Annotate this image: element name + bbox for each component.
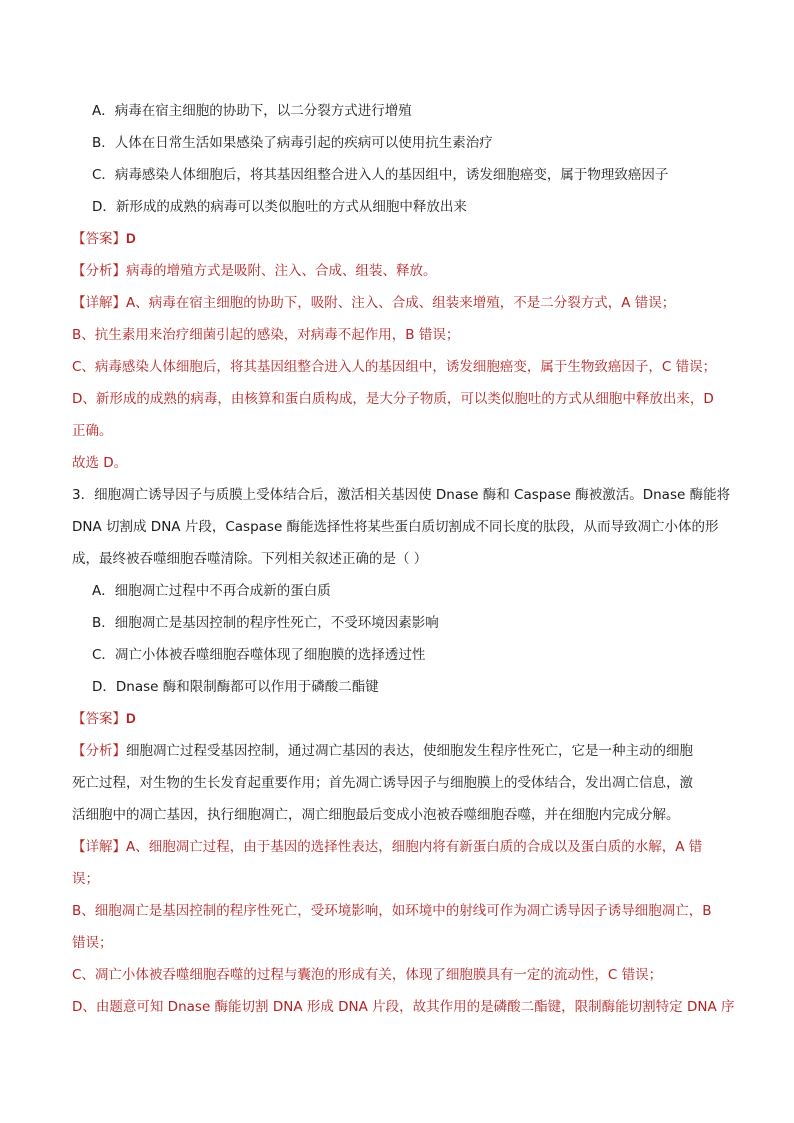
q3-analysis-line-2: 死亡过程，对生物的生长发育起重要作用；首先凋亡诱导因子与细胞膜上的受体结合，发出凋亡信息，激 — [72, 775, 693, 791]
q2-detail-line-5: 正确。 — [72, 423, 113, 439]
q2-analysis — [72, 261, 738, 281]
q3-stem-line-3: 成，最终被吞噬细胞吞噬清除。下列相关叙述正确的是（ ） — [72, 551, 428, 567]
q3-detail-line-1 — [72, 837, 738, 857]
q3-option-d: D．Dnase 酶和限制酶都可以作用于磷酸二酯键 — [92, 679, 379, 695]
q3-detail-line-5: C、凋亡小体被吞噬细胞吞噬的过程与囊泡的形成有关，体现了细胞膜具有一定的流动性，C 错误； — [72, 967, 663, 983]
q3-stem-line-1: 3．细胞凋亡诱导因子与质膜上受体结合后，激活相关基因使 Dnase 酶和 Caspase 酶被激活。Dnase 酶能将 — [72, 487, 731, 503]
detail-text: A、病毒在宿主细胞的协助下，吸附、注入、合成、组装来增殖，不是二分裂方式，A 错误； — [126, 295, 676, 311]
q2-detail-line-1 — [72, 293, 738, 313]
answer-value: D — [126, 231, 136, 246]
q2-detail-line-2: B、抗生素用来治疗细菌引起的感染，对病毒不起作用，B 错误； — [72, 327, 460, 343]
answer-tag: 【答案】 — [72, 231, 126, 247]
q3-detail-line-3: B、细胞凋亡是基因控制的程序性死亡，受环境影响，如环境中的射线可作为凋亡诱导因子诱导细胞凋亡，B — [72, 903, 712, 919]
answer-tag: 【答案】 — [72, 711, 126, 727]
q2-detail-line-4: D、新形成的成熟的病毒，由核算和蛋白质构成，是大分子物质，可以类似胞吐的方式从细胞中释放出来，D — [72, 391, 714, 407]
q3-detail-line-2: 误； — [72, 871, 99, 887]
q3-option-c: C．凋亡小体被吞噬细胞吞噬体现了细胞膜的选择透过性 — [92, 647, 426, 663]
q3-option-a: A．细胞凋亡过程中不再合成新的蛋白质 — [92, 583, 331, 599]
q2-option-d: D．新形成的成熟的病毒可以类似胞吐的方式从细胞中释放出来 — [92, 199, 467, 215]
analysis-tag: 【分析】 — [72, 743, 126, 759]
q2-answer — [72, 229, 738, 249]
q3-option-b: B．细胞凋亡是基因控制的程序性死亡，不受环境因素影响 — [92, 615, 439, 631]
q2-conclusion: 故选 D。 — [72, 455, 128, 471]
detail-tag: 【详解】 — [72, 295, 126, 311]
analysis-text: 细胞凋亡过程受基因控制，通过凋亡基因的表达，使细胞发生程序性死亡，它是一种主动的细胞 — [126, 743, 693, 759]
q3-answer — [72, 709, 738, 729]
q3-analysis-line-3: 活细胞中的凋亡基因，执行细胞凋亡，凋亡细胞最后变成小泡被吞噬细胞吞噬，并在细胞内完成分解。 — [72, 807, 680, 823]
q3-analysis-line-1 — [72, 741, 738, 761]
detail-text: A、细胞凋亡过程，由于基因的选择性表达，细胞内将有新蛋白质的合成以及蛋白质的水解，A 错 — [126, 839, 703, 855]
q2-detail-line-3: C、病毒感染人体细胞后，将其基因组整合进入人的基因组中，诱发细胞癌变，属于生物致癌因子，C 错误； — [72, 359, 717, 375]
q3-detail-line-6: D、由题意可知 Dnase 酶能切割 DNA 形成 DNA 片段，故其作用的是磷酸二酯键，限制酶能切割特定 DNA 序 — [72, 999, 735, 1015]
analysis-text: 病毒的增殖方式是吸附、注入、合成、组装、释放。 — [126, 263, 437, 279]
q2-option-a: A．病毒在宿主细胞的协助下，以二分裂方式进行增殖 — [92, 103, 412, 119]
q3-detail-line-4: 错误； — [72, 935, 113, 951]
detail-tag: 【详解】 — [72, 839, 126, 855]
q2-option-b: B．人体在日常生活如果感染了病毒引起的疾病可以使用抗生素治疗 — [92, 135, 493, 151]
q3-stem-line-2: DNA 切割成 DNA 片段，Caspase 酶能选择性将某些蛋白质切割成不同长度的肽段，从而导致凋亡小体的形 — [72, 519, 719, 535]
analysis-tag: 【分析】 — [72, 263, 126, 279]
q2-option-c: C．病毒感染人体细胞后，将其基因组整合进入人的基因组中，诱发细胞癌变，属于物理致癌因子 — [92, 167, 669, 183]
answer-value: D — [126, 711, 136, 726]
